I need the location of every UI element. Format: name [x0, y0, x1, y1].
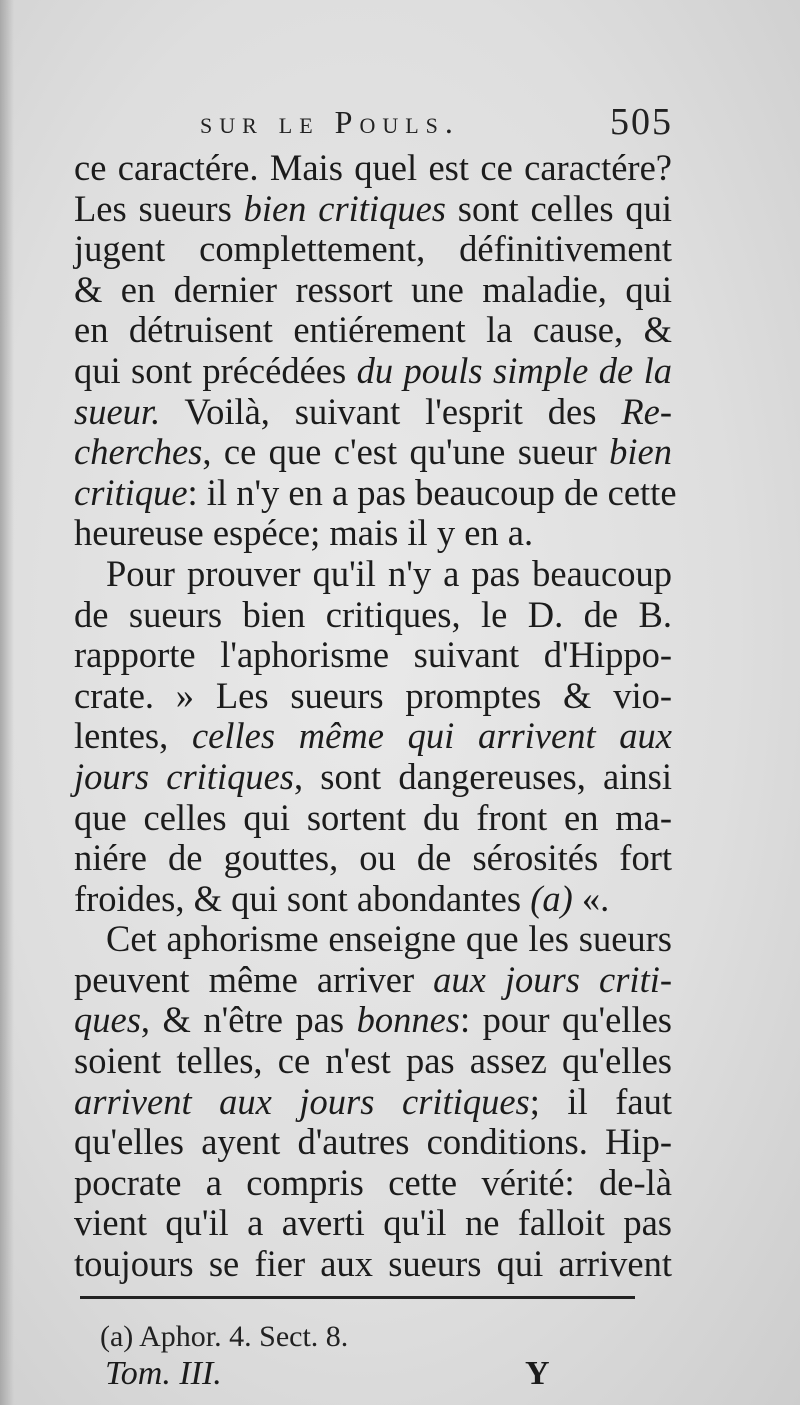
text-line: pocrate a compris cette vérité: de-là: [74, 1161, 672, 1203]
footnote-rule: [80, 1296, 635, 1299]
page-number: 505: [610, 101, 673, 143]
running-head: sur le Pouls.: [200, 104, 460, 140]
text-line: critique: il n'y en a pas beaucoup de cette: [74, 471, 677, 513]
text-line: arrivent aux jours critiques; il faut: [74, 1080, 673, 1122]
text-line: crate. » Les sueurs promptes & vio-: [74, 674, 672, 716]
text-line: sueur. Voilà, suivant l'esprit des Re-: [74, 390, 672, 432]
body-text: [74, 147, 677, 1285]
text-line: Pour prouver qu'il n'y a pas beaucoup: [106, 552, 672, 594]
text-line: niére de gouttes, ou de sérosités fort: [74, 837, 672, 879]
text-line: Les sueurs bien critiques sont celles qui: [74, 187, 672, 229]
text-line: ce caractére. Mais quel est ce caractére?: [74, 147, 672, 188]
text-line: jugent complettement, définitivement: [74, 228, 672, 270]
binding-shadow: [0, 0, 14, 1405]
text-line: peuvent même arriver aux jours criti-: [74, 958, 673, 1000]
volume-mark: Tom. III.: [105, 1355, 222, 1392]
text-line: soient telles, ce n'est pas assez qu'elles: [74, 1040, 672, 1082]
signature-mark: Y: [525, 1355, 550, 1392]
text-line: Cet aphorisme enseigne que les sueurs: [106, 918, 672, 960]
text-line: cherches, ce que c'est qu'une sueur bien: [74, 431, 672, 473]
text-line: vient qu'il a averti qu'il ne falloit pas: [74, 1202, 672, 1244]
footnote: (a) Aphor. 4. Sect. 8.: [100, 1320, 349, 1353]
text-line: qui sont précédées du pouls simple de la: [74, 349, 672, 391]
text-line: en détruisent entiérement la cause, &: [74, 309, 672, 351]
text-line: que celles qui sortent du front en ma-: [74, 796, 672, 838]
text-line: de sueurs bien critiques, le D. de B.: [74, 593, 672, 635]
text-line: lentes, celles même qui arrivent aux: [74, 715, 672, 757]
text-line: jours critiques, sont dangereuses, ainsi: [74, 755, 672, 797]
text-line: rapporte l'aphorisme suivant d'Hippo-: [74, 634, 672, 676]
text-line: & en dernier ressort une maladie, qui: [74, 268, 672, 310]
text-line: froides, & qui sont abondantes (a) «.: [74, 877, 610, 919]
text-line: qu'elles ayent d'autres conditions. Hip-: [74, 1121, 672, 1163]
text-line: ques, & n'être pas bonnes: pour qu'elles: [74, 999, 672, 1041]
text-line: heureuse espéce; mais il y en a.: [74, 512, 534, 554]
text-line: toujours se fier aux sueurs qui arrivent: [74, 1243, 672, 1285]
